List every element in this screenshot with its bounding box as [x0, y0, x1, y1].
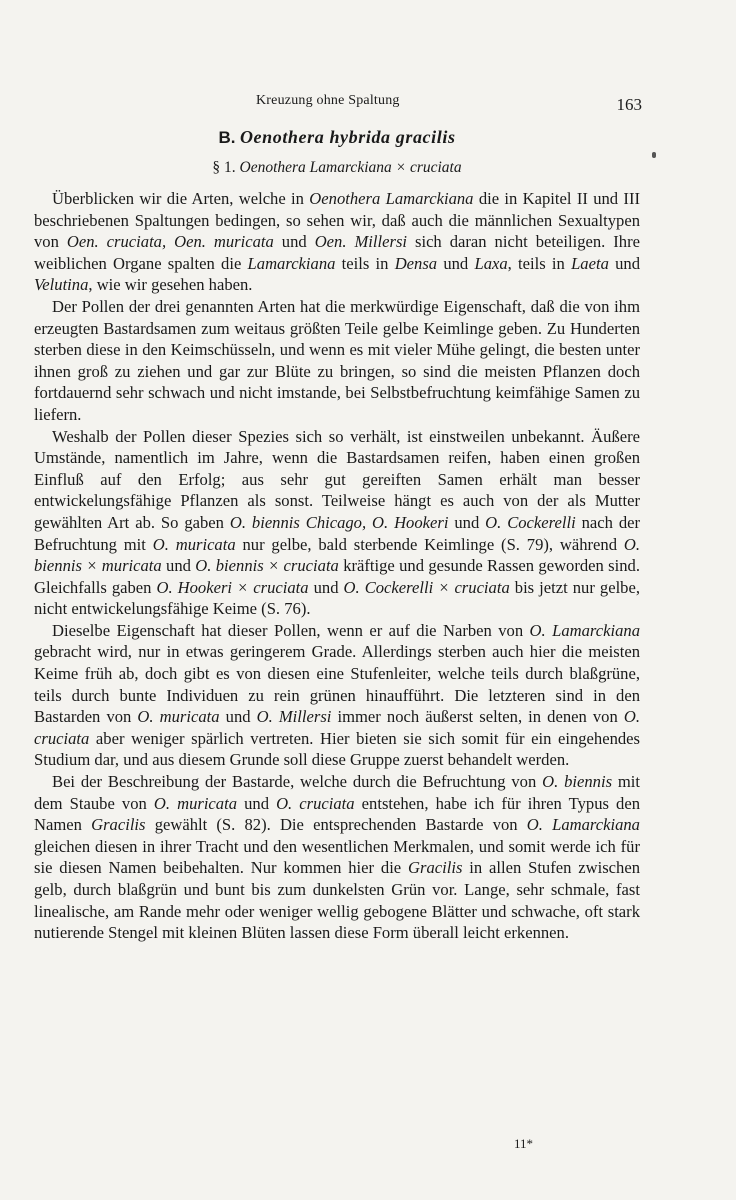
- text-run: Der Pollen der drei genannten Arten hat die merkwürdige Eigenschaft, daß die von ihm erzeugten Bastardsamen zum weitaus größten Teile gelbe Keimlinge geben. Zu Hunderten sterben diese in den Keimschüsseln, und wenn es mit vieler Mühe gelingt, die besten unter ihnen groß zu ziehen und gar zur Blüte zu bringen, so sind die meisten Pflanzen doch fortdauernd sehr schwach und nicht imstande, bei Selbstbefruchtung keimfähige Samen zu liefern.: [34, 296, 640, 424]
- text-run: bis jetzt nur gelbe, nicht entwickelungsfähige Keime (S. 76).: [34, 577, 640, 619]
- text-run: und: [219, 707, 257, 727]
- text-run: sich daran nicht beteiligen. Ihre weiblichen Organe spalten die: [34, 232, 640, 273]
- italic-run: Densa: [394, 253, 438, 273]
- text-run: entstehen, habe ich für ihren Typus den Namen: [34, 793, 640, 835]
- paragraph: [34, 426, 640, 620]
- text-run: und: [161, 556, 196, 576]
- paragraph: [34, 771, 640, 944]
- paragraph: [34, 620, 640, 771]
- text-run: nur gelbe, bald sterbende Keimlinge (S. 79), während: [235, 534, 624, 554]
- text-run: Weshalb der Pollen dieser Spezies sich so verhält, ist einstweilen unbekannt. Äußere Umstände, namentlich im Jahre, wenn die Bastardsamen reifen, haben einen großen Einfluß auf den Erfolg; aus sehr gut gereiften Samen erhält man besser entwickelungsfähige Pflanzen als sonst. Teilweise hängt es auch von der als Mutter gewählten Art ab. So gaben: [34, 426, 640, 532]
- text-run: und: [608, 253, 641, 273]
- subsection-number: § 1.: [212, 159, 236, 176]
- text-run: gebracht wird, nur in etwas geringerem Grade. Allerdings sterben auch hier die meisten Keime früh ab, doch gibt es von diesen eine Stufenleiter, welche teils durch blaßgrüne, teils durch bunte Individuen zu rein grünen hinaufführt. Die letzteren sind in den Bastarden von: [34, 642, 640, 727]
- section-letter: B.: [218, 128, 236, 147]
- italic-run: O. Cockerelli × cruciata: [343, 577, 510, 597]
- italic-run: Velutina: [34, 275, 89, 295]
- italic-run: O. muricata: [137, 707, 220, 727]
- text-run: gewählt (S. 82). Die entsprechenden Bastarde von: [145, 815, 527, 835]
- italic-run: Laeta: [571, 253, 609, 273]
- text-run: mit dem Staube von: [34, 772, 640, 813]
- italic-run: Oen. Millersi: [314, 232, 408, 252]
- italic-run: O. muricata: [152, 534, 236, 554]
- italic-run: Gracilis: [91, 815, 146, 835]
- text-run: in allen Stufen zwischen gelb, durch blaßgrün und bunt bis zum dunkelsten Grün vor. Lange, sehr schmale, fast linealische, am Rande mehr oder weniger wellig gebogene Blätter und schwache, oft stark nutierende Stengel mit kleinen Blüten lassen diese Form überall leicht erkennen.: [34, 858, 640, 943]
- italic-run: O. Cockerelli: [485, 512, 576, 532]
- italic-run: O. muricata: [153, 793, 238, 813]
- text-run: Dieselbe Eigenschaft hat dieser Pollen, wenn er auf die Narben von: [52, 620, 530, 640]
- italic-run: O. cruciata: [34, 707, 641, 748]
- text-run: , teils in: [507, 253, 572, 273]
- text-run: und: [437, 253, 475, 273]
- text-run: , wie wir gesehen haben.: [88, 275, 253, 295]
- italic-run: Oen. cruciata, Oen. muricata: [66, 232, 274, 252]
- italic-run: O. Lamarckiana: [529, 620, 640, 640]
- section-title: Oenothera hybrida gracilis: [239, 127, 456, 147]
- paragraph: [34, 188, 640, 296]
- text-run: aber weniger spärlich vertreten. Hier bieten sie sich somit für ein eingehendes Studium dar, und aus diesem Grunde soll diese Gruppe zuerst behandelt werden.: [34, 728, 640, 770]
- text-run: und: [273, 232, 315, 252]
- italic-run: O. biennis: [542, 772, 613, 792]
- page-number: 163: [616, 95, 642, 114]
- italic-run: Oenothera Lamarckiana: [309, 189, 474, 208]
- italic-run: O. biennis Chicago, O. Hookeri: [229, 512, 449, 532]
- body-text: [34, 188, 640, 944]
- text-run: und: [448, 512, 486, 532]
- signature-mark: 11*: [514, 1136, 534, 1151]
- running-head: Kreuzung ohne Spaltung: [256, 93, 400, 108]
- text-run: teils in: [335, 253, 395, 273]
- italic-run: Laxa: [474, 253, 508, 273]
- italic-run: Gracilis: [408, 858, 463, 878]
- italic-run: O. biennis × muricata: [34, 534, 640, 576]
- page-header: [34, 93, 640, 115]
- subsection-title: Oenothera Lamarckiana × cruciata: [239, 159, 462, 176]
- print-speck: [652, 152, 656, 158]
- text-run: gleichen diesen in ihrer Tracht und den wesentlichen Merkmalen, und somit werde ich für sie diesen Namen beibehalten. Nur kommen hier die: [34, 836, 640, 878]
- subsection-heading: [34, 159, 640, 177]
- italic-run: O. cruciata: [276, 793, 355, 813]
- text-run: Bei der Beschreibung der Bastarde, welche durch die Befruchtung von: [52, 772, 543, 792]
- text-run: Überblicken wir die Arten, welche in: [52, 189, 310, 208]
- paragraph: [34, 296, 640, 426]
- italic-run: O. biennis × cruciata: [195, 556, 339, 576]
- italic-run: O. Lamarckiana: [526, 815, 640, 835]
- text-run: nach der Befruchtung mit: [34, 512, 641, 554]
- italic-run: O. Hookeri × cruciata: [156, 577, 309, 597]
- text-run: und: [308, 577, 344, 597]
- text-run: und: [237, 793, 277, 813]
- text-run: kräftige und gesunde Rassen geworden sind. Gleichfalls gaben: [34, 556, 640, 597]
- italic-run: Lamarckiana: [247, 253, 336, 273]
- section-heading: [34, 127, 640, 148]
- text-run: die in Kapitel II und III beschriebenen Spaltungen bedingen, so sehen wir, daß auch die männlichen Sexualtypen von: [34, 189, 641, 252]
- italic-run: O. Millersi: [256, 707, 332, 727]
- text-run: immer noch äußerst selten, in denen von: [331, 707, 624, 727]
